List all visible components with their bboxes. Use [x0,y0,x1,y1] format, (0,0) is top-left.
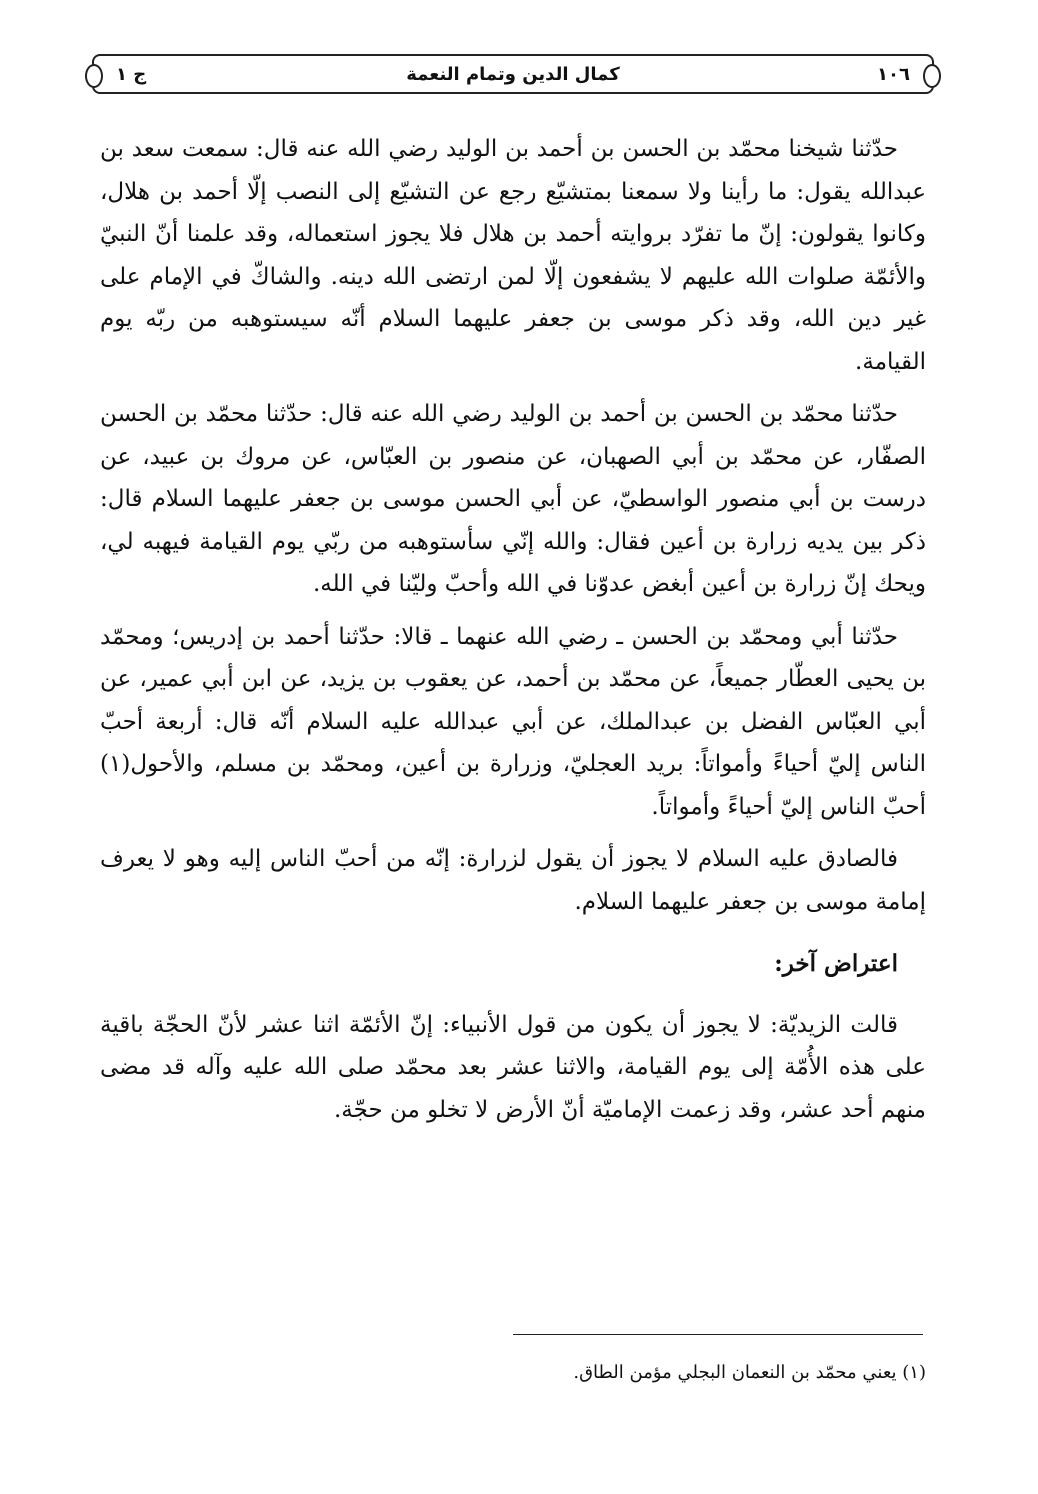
paragraph: حدّثنا محمّد بن الحسن بن أحمد بن الوليد رضي الله عنه قال: حدّثنا محمّد بن الحسن الصفّار، عن محمّد بن أبي الصهبان، عن منصور بن العبّاس، عن مروك بن عبيد، عن درست بن أبي منصور الواسطيّ، عن أبي الحسن موسى بن جعفر عليهما السلام قال: ذكر بين يديه زرارة بن أعين فقال: والله إنّي سأستوهبه من ربّي يوم القيامة فيهبه لي، ويحك إنّ زرارة بن أعين أبغض عدوّنا في الله وأحبّ وليّنا في الله. [100,401,926,597]
volume-label: ج ١ [116,63,147,85]
paragraph: حدّثنا أبي ومحمّد بن الحسن ـ رضي الله عنهما ـ قالا: حدّثنا أحمد بن إدريس؛ ومحمّد بن يحيى العطّار جميعاً، عن محمّد بن أحمد، عن يعقوب بن يزيد، عن ابن أبي عمير، عن أبي العبّاس الفضل بن عبدالملك، عن أبي عبدالله عليه السلام أنّه قال: أربعة أحبّ الناس إليّ أحياءً وأمواتاً: بريد العجليّ، وزرارة بن أعين، ومحمّد بن مسلم، والأحول(١) أحبّ الناس إليّ أحياءً وأمواتاً. [100,623,926,820]
main-text [100,128,926,1141]
footnote: (١) يعني محمّد بن النعمان البجلي مؤمن الطاق. [573,1362,926,1383]
book-title: كمال الدين وتمام النعمة [406,63,620,85]
paragraph: قالت الزيديّة: لا يجوز أن يكون من قول الأنبياء: إنّ الأئمّة اثنا عشر لأنّ الحجّة باقية على هذه الأُمّة إلى يوم القيامة، والاثنا عشر بعد محمّد صلى الله عليه وآله قد مضى منهم أحد عشر، وقد زعمت الإماميّة أنّ الأرض لا تخلو من حجّة. [100,1011,926,1123]
page-number: ١٠٦ [877,63,910,85]
footnote-divider [513,1334,923,1335]
running-header [92,54,934,94]
paragraph: فالصادق عليه السلام لا يجوز أن يقول لزرارة: إنّه من أحبّ الناس إليه وهو لا يعرف إمامة موسى بن جعفر عليهما السلام. [100,846,926,915]
section-heading: اعتراض آخر: [774,950,898,977]
paragraph: حدّثنا شيخنا محمّد بن الحسن بن أحمد بن الوليد رضي الله عنه قال: سمعت سعد بن عبدالله يقول: ما رأينا ولا سمعنا بمتشيّع رجع عن التشيّع إلى النصب إلّا أحمد بن هلال، وكانوا يقولون: إنّ ما تفرّد بروايته أحمد بن هلال فلا يجوز استعماله، وقد علمنا أنّ النبيّ والأئمّة صلوات الله عليهم لا يشفعون إلّا لمن ارتضى الله دينه. والشاكّ في الإمام على غير دين الله، وقد ذكر موسى بن جعفر عليهما السلام أنّه سيستوهبه من ربّه يوم القيامة. [100,136,926,375]
